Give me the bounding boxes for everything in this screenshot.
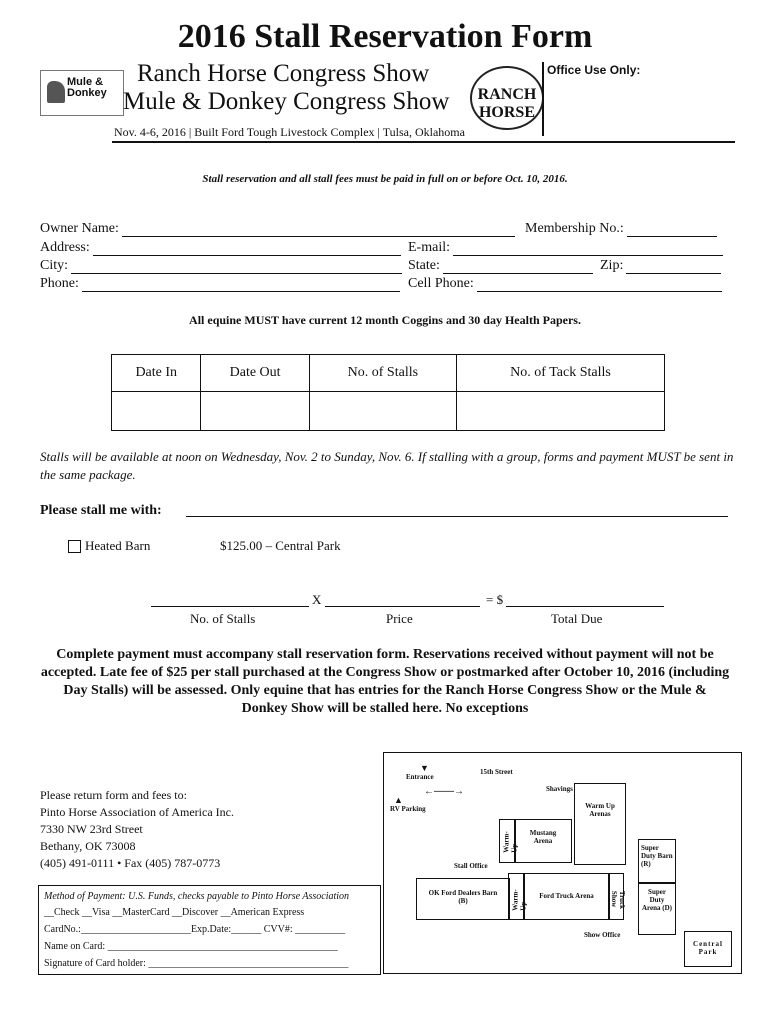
- tack-stalls-header: No. of Tack Stalls: [456, 355, 664, 392]
- truck-show-label: Truck Show: [610, 890, 627, 910]
- super-duty-barn-label: Super Duty Barn (R): [641, 844, 673, 868]
- owner-name-label: Owner Name:: [40, 221, 119, 236]
- stall-dates-table: [111, 354, 665, 431]
- price-label: Price: [386, 611, 413, 626]
- coggins-requirement: All equine MUST have current 12 month Coggins and 30 day Health Papers.: [189, 313, 581, 327]
- email-line[interactable]: [453, 241, 723, 256]
- shavings-label: Shavings: [546, 785, 573, 793]
- city-label: City:: [40, 258, 69, 273]
- date-in-cell[interactable]: [112, 392, 201, 431]
- total-due-line[interactable]: [506, 606, 664, 607]
- rv-arrow-icon: ▲: [394, 795, 403, 805]
- entrance-arrow-icon: ▼: [420, 763, 429, 773]
- email-field[interactable]: [408, 240, 723, 256]
- city-field[interactable]: [40, 258, 402, 274]
- please-stall-label: Please stall me with:: [40, 503, 162, 518]
- show-name-ranch: Ranch Horse Congress Show: [137, 60, 430, 87]
- heated-barn-checkbox[interactable]: [68, 540, 81, 553]
- event-date-line: Nov. 4-6, 2016 | Built Ford Tough Livestock Complex | Tulsa, Oklahoma: [114, 125, 465, 139]
- return-line-1: Please return form and fees to:: [40, 788, 187, 802]
- warmup-label-1: Warm-Up: [502, 831, 519, 853]
- office-use-label: Office Use Only:: [547, 63, 641, 77]
- address-field[interactable]: [40, 240, 401, 256]
- entrance-label: Entrance: [406, 773, 434, 781]
- truck-show-box: [608, 873, 627, 920]
- city-line[interactable]: [71, 259, 402, 274]
- super-duty-arena-label: Super Duty Arena (D): [641, 888, 672, 912]
- logo-right-text: RANCH HORSE: [477, 86, 537, 121]
- return-line-2: Pinto Horse Association of America Inc.: [40, 805, 234, 819]
- ranch-horse-logo: [470, 66, 544, 130]
- super-duty-arena-box: [638, 883, 676, 935]
- date-out-header: Date Out: [201, 355, 309, 392]
- equals-dollar-sign: = $: [486, 592, 504, 607]
- rv-parking-label: RV Parking: [390, 805, 426, 813]
- return-line-4: Bethany, OK 73008: [40, 839, 136, 853]
- please-stall-line[interactable]: [186, 516, 728, 517]
- state-field[interactable]: [408, 258, 593, 274]
- owner-name-field[interactable]: [40, 221, 515, 237]
- ok-ford-barn-label: OK Ford Dealers Barn (B): [428, 889, 498, 905]
- show-name-mule: Mule & Donkey Congress Show: [123, 88, 450, 115]
- heated-price-text: $125.00 – Central Park: [220, 538, 341, 553]
- mule-donkey-logo: [40, 70, 124, 116]
- stalls-count-label: No. of Stalls: [190, 611, 256, 626]
- page-title: 2016 Stall Reservation Form: [177, 18, 593, 55]
- zip-line[interactable]: [626, 259, 721, 274]
- signature-line[interactable]: Signature of Card holder: ________________________________________: [44, 958, 349, 969]
- payment-method-box: [38, 885, 381, 975]
- central-park-box: [684, 931, 732, 967]
- office-divider: [542, 62, 544, 136]
- venue-map: [383, 752, 742, 974]
- warmup-label-2: Warm-Up: [511, 889, 528, 911]
- payment-deadline-notice: Stall reservation and all stall fees must be paid in full on or before Oct. 10, 2016.: [202, 173, 568, 185]
- owner-name-line[interactable]: [122, 222, 515, 237]
- warmup-arenas-box: [574, 783, 626, 865]
- stall-office-label: Stall Office: [454, 862, 488, 870]
- membership-label: Membership No.:: [525, 221, 624, 236]
- mustang-arena-label: Mustang Arena: [529, 829, 557, 845]
- payment-options[interactable]: __Check __Visa __MasterCard __Discover __American Express: [44, 907, 305, 918]
- email-label: E-mail:: [408, 240, 450, 255]
- date-in-header: Date In: [112, 355, 201, 392]
- address-line[interactable]: [93, 241, 401, 256]
- phone-label: Phone:: [40, 276, 79, 291]
- central-park-label: Central Park: [693, 940, 723, 956]
- date-out-cell[interactable]: [201, 392, 309, 431]
- ford-truck-arena-label: Ford Truck Arena: [539, 892, 594, 900]
- return-address: [40, 787, 234, 872]
- warmup-arenas-label: Warm Up Arenas: [585, 802, 615, 818]
- cell-phone-line[interactable]: [477, 277, 722, 292]
- times-sign: X: [312, 592, 322, 607]
- tack-stalls-cell[interactable]: [456, 392, 664, 431]
- payment-requirement-notice: Complete payment must accompany stall reservation form. Reservations received without payment will not be accepted. Late fee of $25 per stall purchased at the Congress Show or postmarked after October 10, 2016 (including Day Stalls) will be assessed. Only equine that has entries for the Ranch Horse Congress Show or the Mule & Donkey Show will be stalled here. No exceptions: [40, 647, 730, 716]
- total-due-label: Total Due: [551, 611, 603, 626]
- state-label: State:: [408, 258, 440, 273]
- state-line[interactable]: [443, 259, 593, 274]
- membership-line[interactable]: [627, 222, 717, 237]
- stalls-count-line[interactable]: [151, 606, 309, 607]
- show-office-label: Show Office: [584, 931, 621, 939]
- ford-truck-arena-box: [523, 873, 610, 920]
- rider-silhouette-icon: [47, 81, 65, 103]
- super-duty-barn-box: [638, 839, 676, 883]
- ok-ford-barn-box: [416, 878, 510, 920]
- header-rule: [112, 141, 735, 143]
- card-number-line[interactable]: CardNo.:______________________Exp.Date:______ CVV#: __________: [44, 924, 346, 935]
- phone-field[interactable]: [40, 276, 400, 292]
- phone-line[interactable]: [82, 277, 400, 292]
- membership-field[interactable]: [525, 221, 717, 237]
- cell-phone-field[interactable]: [408, 276, 722, 292]
- heated-barn-price: [220, 538, 341, 554]
- price-line[interactable]: [325, 606, 480, 607]
- road-arrow-icon: ←——→: [424, 786, 464, 797]
- return-line-3: 7330 NW 23rd Street: [40, 822, 143, 836]
- cell-phone-label: Cell Phone:: [408, 276, 474, 291]
- return-line-5: (405) 491-0111 • Fax (405) 787-0773: [40, 856, 221, 870]
- street-label: 15th Street: [480, 768, 513, 776]
- stalls-header: No. of Stalls: [309, 355, 456, 392]
- zip-label: Zip:: [600, 258, 624, 273]
- zip-field[interactable]: [600, 258, 721, 274]
- stalls-availability-note: Stalls will be available at noon on Wednesday, Nov. 2 to Sunday, Nov. 6. If stalling with a group, forms and payment MUST be sent in the same package.: [40, 449, 734, 482]
- payment-method-title: Method of Payment: U.S. Funds, checks payable to Pinto Horse Association: [44, 891, 350, 902]
- name-on-card-line[interactable]: Name on Card: ______________________________________________: [44, 941, 338, 952]
- mustang-arena-box: [514, 819, 572, 863]
- logo-left-text: Mule & Donkey: [67, 76, 107, 99]
- heated-barn-label: Heated Barn: [85, 538, 151, 553]
- address-label: Address:: [40, 240, 90, 255]
- stalls-cell[interactable]: [309, 392, 456, 431]
